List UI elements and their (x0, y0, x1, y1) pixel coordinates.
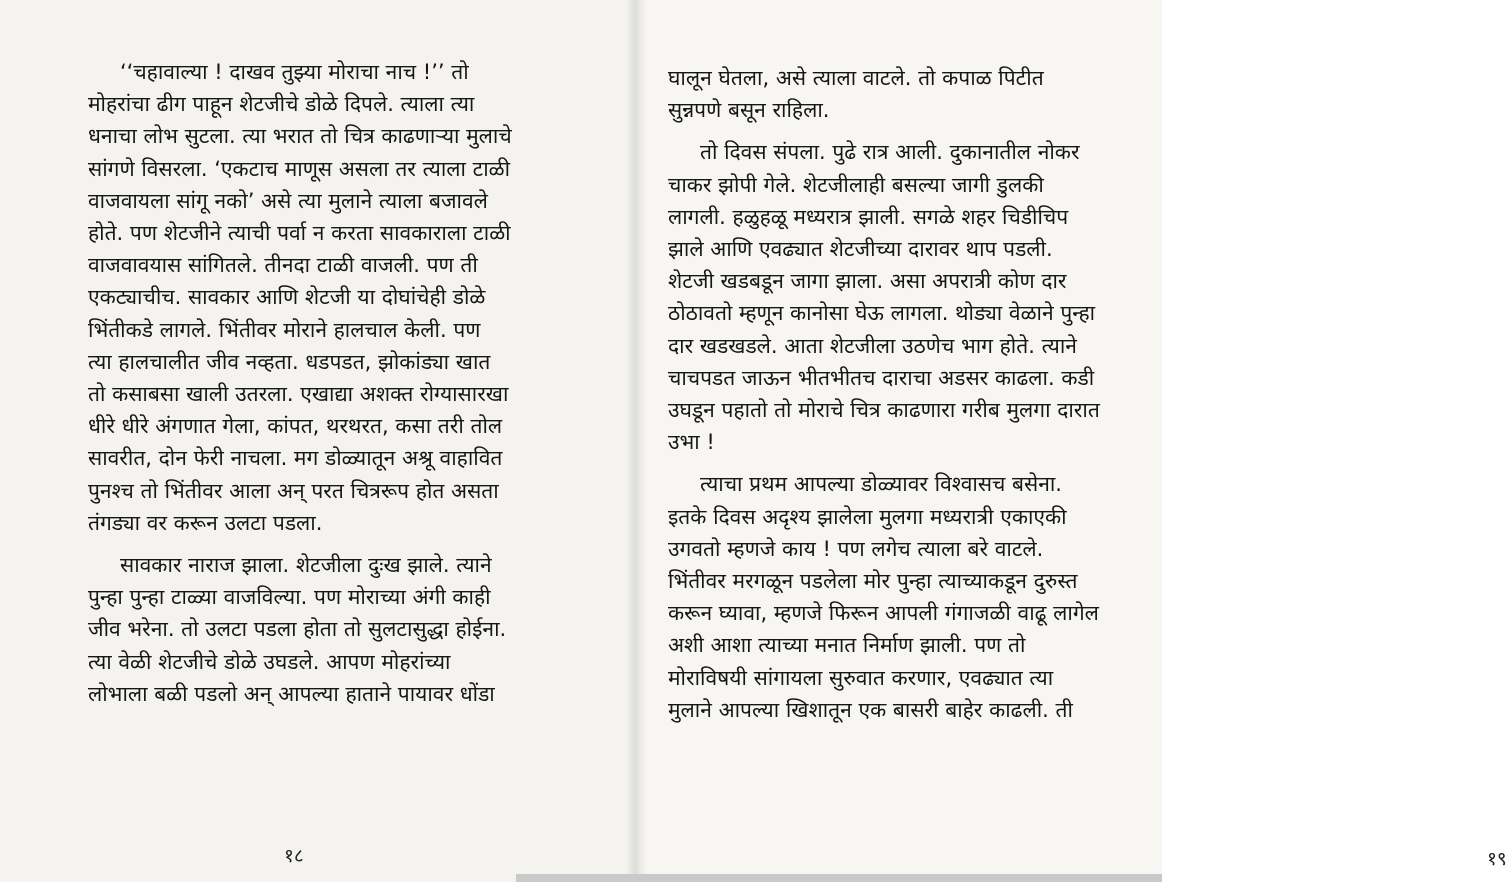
text-line: एकट्याचीच. सावकार आणि शेटजी या दोघांचेही डोळे (88, 285, 486, 310)
text-line: उभा ! (668, 430, 715, 455)
text-line: धनाचा लोभ सुटला. त्या भरात तो चित्र काढणाऱ्या मुलाचे (88, 124, 512, 149)
book-gutter-shadow (626, 0, 648, 882)
text-line: तंगड्या वर करून उलटा पडला. (88, 510, 323, 535)
text-line: भिंतीकडे लागले. भिंतीवर मोराने हालचाल केली. पण (88, 317, 481, 342)
text-line: ‘‘चहावाल्या ! दाखव तुझ्या मोराचा नाच !’’ तो (120, 60, 469, 84)
text-line: मोराविषयी सांगायला सुरुवात करणार, एवढ्यात त्या (668, 665, 1054, 690)
text-line: वाजवायला सांगू नको’ असे त्या मुलाने त्याला बजावले (88, 188, 488, 213)
text-line: तो दिवस संपला. पुढे रात्र आली. दुकानातील नोकर (700, 140, 1080, 165)
text-line: मोहरांचा ढीग पाहून शेटजीचे डोळे दिपले. त्याला त्या (88, 92, 475, 117)
text-line: सावकार नाराज झाला. शेटजीला दुःख झाले. त्याने (120, 553, 492, 578)
text-line: दार खडखडले. आता शेटजीला उठणेच भाग होते. त्याने (668, 333, 1077, 358)
page-number-right: १९ (1487, 848, 1507, 870)
text-line: पुनश्च तो भिंतीवर आला अन् परत चित्ररूप होत असता (88, 478, 499, 503)
text-line: शेटजी खडबडून जागा झाला. असा अपरात्री कोण दार (668, 269, 1067, 294)
text-line: लोभाला बळी पडलो अन् आपल्या हाताने पायावर धोंडा (88, 681, 495, 706)
text-line: ठोठावतो म्हणून कानोसा घेऊ लागला. थोड्या वेळाने पुन्हा (668, 301, 1096, 326)
right-page-text (668, 62, 1110, 726)
text-line: अशी आशा त्याच्या मनात निर्माण झाली. पण तो (668, 633, 1026, 658)
right-paragraph-3 (668, 468, 1110, 726)
text-line: घालून घेतला, असे त्याला वाटले. तो कपाळ पिटीत (668, 66, 1044, 90)
text-line: सावरीत, दोन फेरी नाचला. मग डोळ्यातून अश्रू वाहावित (88, 446, 503, 471)
text-line: तो कसाबसा खाली उतरला. एखाद्या अशक्त रोग्यासारखा (88, 382, 509, 407)
text-line: मुलाने आपल्या खिशातून एक बासरी बाहेर काढली. ती (668, 697, 1073, 722)
left-page-text (88, 56, 524, 710)
text-line: सुन्नपणे बसून राहिला. (668, 98, 830, 123)
text-line: वाजवावयास सांगितले. तीनदा टाळी वाजली. पण ती (88, 253, 478, 278)
right-paragraph-1 (668, 62, 1110, 126)
text-line: होते. पण शेटजीने त्याची पर्वा न करता सावकाराला टाळी (88, 221, 511, 246)
text-line: भिंतीवर मरगळून पडलेला मोर पुन्हा त्याच्याकडून दुरुस्त (668, 569, 1078, 594)
text-line: उगवतो म्हणजे काय ! पण लगेच त्याला बरे वाटले. (668, 536, 1044, 561)
left-page (0, 0, 636, 882)
left-paragraph-2 (88, 549, 524, 710)
scanner-edge-strip (516, 874, 1162, 882)
left-paragraph-1 (88, 56, 524, 539)
text-line: सांगणे विसरला. ‘एकटाच माणूस असला तर त्याला टाळी (88, 156, 511, 181)
text-line: धीरे धीरे अंगणात गेला, कांपत, थरथरत, कसा तरी तोल (88, 414, 503, 439)
text-line: त्या हालचालीत जीव नव्हता. धडपडत, झोकांड्या खात (88, 349, 491, 374)
text-line: चाचपडत जाऊन भीतभीतच दाराचा अडसर काढला. कडी (668, 365, 1095, 390)
text-line: उघडून पहातो तो मोराचे चित्र काढणारा गरीब मुलगा दारात (668, 398, 1100, 423)
text-line: चाकर झोपी गेले. शेटजीलाही बसल्या जागी डुलकी (668, 172, 1044, 197)
text-line: जीव भरेना. तो उलटा पडला होता तो सुलटासुद्धा होईना. (88, 617, 507, 642)
text-line: झाले आणि एवढ्यात शेटजीच्या दारावर थाप पडली. (668, 237, 1053, 262)
page-number-left: १८ (284, 845, 304, 867)
text-line: लागली. हळुहळू मध्यरात्र झाली. सगळे शहर चिडीचिप (668, 204, 1069, 229)
right-paragraph-2 (668, 136, 1110, 458)
text-line: त्या वेळी शेटजीचे डोळे उघडले. आपण मोहरांच्या (88, 649, 451, 674)
text-line: इतके दिवस अदृश्य झालेला मुलगा मध्यरात्री एकाएकी (668, 504, 1067, 529)
text-line: त्याचा प्रथम आपल्या डोळ्यावर विश्वासच बसेना. (700, 472, 1062, 497)
text-line: पुन्हा पुन्हा टाळ्या वाजविल्या. पण मोराच्या अंगी काही (88, 585, 491, 610)
text-line: करून घ्यावा, म्हणजे फिरून आपली गंगाजळी वाढू लागेल (668, 601, 1099, 626)
